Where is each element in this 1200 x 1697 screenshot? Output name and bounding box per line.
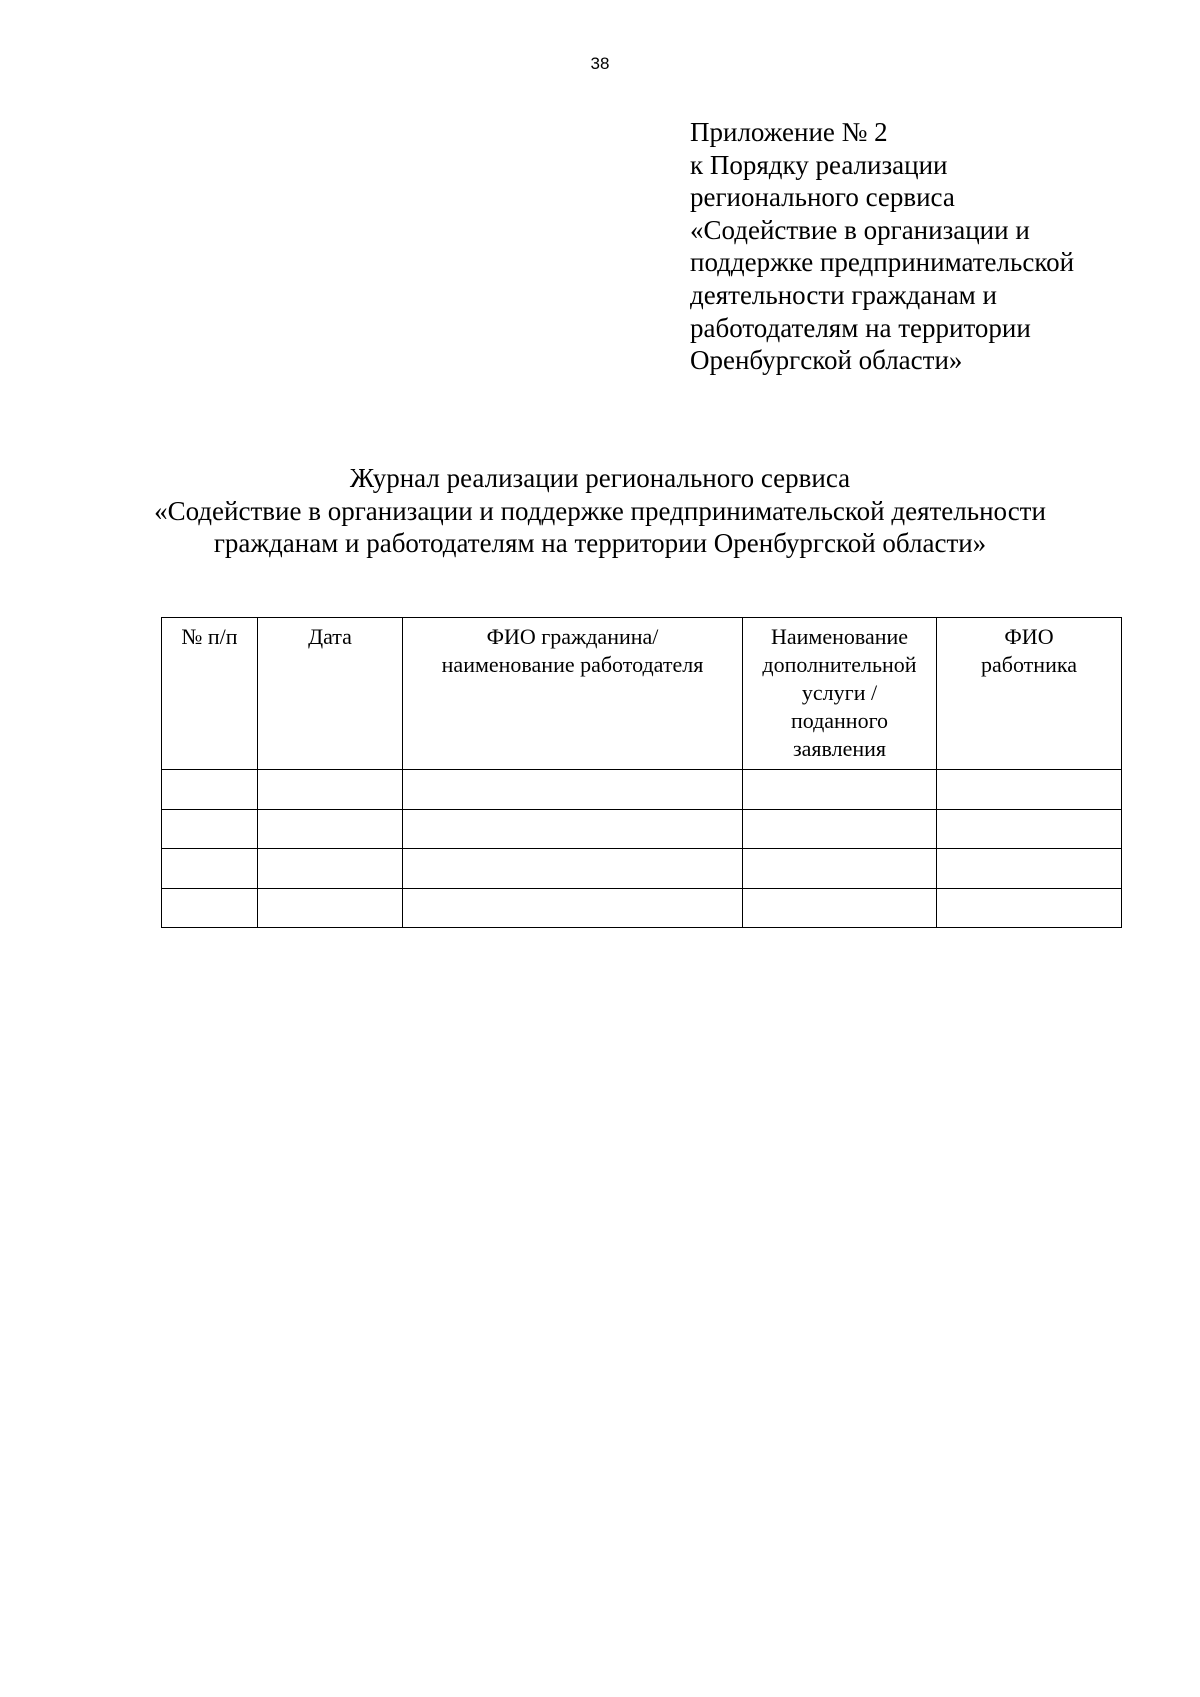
header-additional-service: Наименование дополнительной услуги / поданного заявления — [743, 618, 937, 770]
table-cell — [403, 849, 743, 889]
appendix-line: работодателям на территории — [690, 312, 1031, 343]
table-cell — [258, 809, 403, 849]
table-cell — [743, 809, 937, 849]
table-cell — [403, 809, 743, 849]
table-row — [162, 809, 1122, 849]
table-header-row — [162, 618, 1122, 770]
table-cell — [403, 770, 743, 810]
table-cell — [937, 888, 1122, 928]
appendix-line: к Порядку реализации — [690, 149, 948, 180]
table-cell — [937, 849, 1122, 889]
table-cell — [937, 809, 1122, 849]
table-cell — [162, 888, 258, 928]
table-cell — [743, 888, 937, 928]
table-row — [162, 849, 1122, 889]
header-worker-name: ФИО работника — [937, 618, 1122, 770]
table-row — [162, 888, 1122, 928]
table-cell — [743, 770, 937, 810]
table-cell — [258, 849, 403, 889]
appendix-note — [690, 116, 1160, 377]
table-cell — [162, 770, 258, 810]
journal-title-line: Журнал реализации регионального сервиса — [349, 463, 851, 493]
journal-title-line: гражданам и работодателям на территории Оренбургской области» — [213, 528, 987, 558]
header-citizen-employer-name: ФИО гражданина/ наименование работодателя — [403, 618, 743, 770]
table-cell — [937, 770, 1122, 810]
page-number: 38 — [590, 54, 610, 73]
appendix-line: Приложение № 2 — [690, 117, 888, 147]
journal-title-line: «Содействие в организации и поддержке предпринимательской деятельности — [154, 495, 1046, 526]
table-cell — [743, 849, 937, 889]
header-date: Дата — [258, 618, 403, 770]
journal-title — [0, 462, 1200, 560]
journal-table — [161, 617, 1122, 928]
appendix-line: «Содействие в организации и — [690, 214, 1030, 245]
appendix-line: Оренбургской области» — [690, 345, 963, 376]
table-cell — [403, 888, 743, 928]
table-cell — [258, 770, 403, 810]
table-cell — [258, 888, 403, 928]
appendix-line: регионального сервиса — [690, 182, 955, 213]
appendix-line: поддержке предпринимательской — [690, 247, 1075, 278]
header-row-number: № п/п — [162, 618, 258, 770]
table-cell — [162, 809, 258, 849]
table-cell — [162, 849, 258, 889]
appendix-line: деятельности гражданам и — [690, 279, 997, 310]
table-row — [162, 770, 1122, 810]
